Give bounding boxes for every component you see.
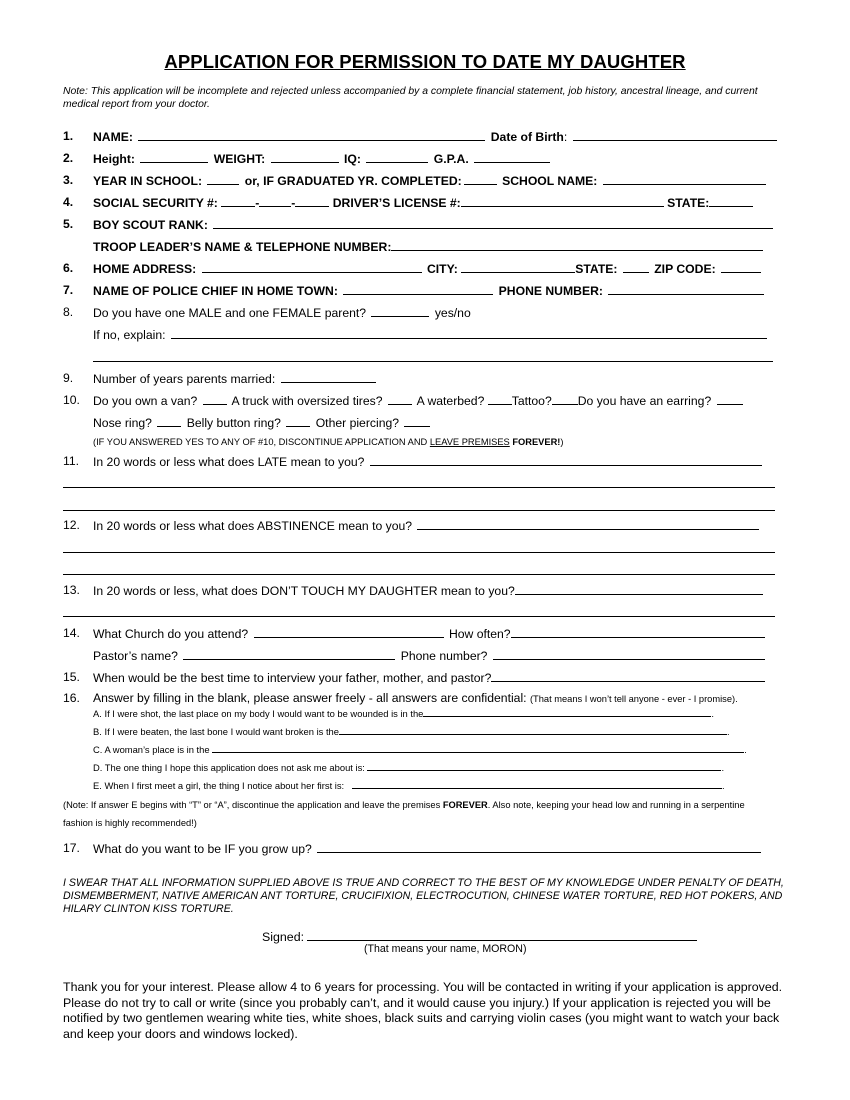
scout-rank-field[interactable] [213,216,773,229]
item-number: 3. [63,173,74,187]
item-11-row [63,453,783,469]
nose-ring-question: Nose ring? [93,416,152,430]
explain-field[interactable] [171,326,767,339]
item-number: 9. [63,371,74,385]
note-16-text: (Note: If answer E begins with “T” or “A”, discontinue the application and leave the premises [63,800,443,810]
item-16-a-text: A. If I were shot, the last place on my body I would want to be wounded is in the [93,708,424,719]
leave-premises-text: LEAVE PREMISES [429,437,510,447]
police-phone-label: PHONE NUMBER: [498,284,603,298]
height-field[interactable] [140,150,208,163]
note-16-text-end: . Also note, keeping your head low and running in a serpentine [487,800,745,810]
item-number: 13. [63,583,80,597]
item-4-row [63,194,783,210]
period: . [711,708,715,719]
note-16-line-2: fashion is highly recommended!) [63,818,197,828]
item-number: 17. [63,841,80,855]
state-label: STATE: [575,262,618,276]
other-piercing-question: Other piercing? [315,416,400,430]
grow-up-field[interactable] [317,840,761,853]
iq-field[interactable] [366,150,428,163]
item-16-c [93,742,783,756]
item-number: 7. [63,283,74,297]
item-number: 11. [63,454,80,468]
item-6-row [63,260,783,276]
ssn-dash: - [255,196,260,210]
page-title: APPLICATION FOR PERMISSION TO DATE MY DAUGHTER [164,51,686,72]
item-number: 6. [63,261,74,275]
late-question: In 20 words or less what does LATE mean to you? [93,455,365,469]
item-16-a-field[interactable] [423,706,711,717]
item-16-b [93,724,783,738]
late-answer-line-3[interactable] [63,510,775,511]
item-16-e-text: E. When I first meet a girl, the thing I notice about her first is: [93,780,345,791]
period: . [721,762,725,773]
abstinence-question: In 20 words or less what does ABSTINENCE mean to you? [93,519,413,533]
item-10-row [63,392,783,408]
city-field[interactable] [461,260,575,273]
truck-question: A truck with oversized tires? [231,394,383,408]
dont-touch-answer-line-2[interactable] [63,616,775,617]
pastor-name-question: Pastor’s name? [93,649,178,663]
item-16-c-text: C. A woman’s place is in the [93,744,210,755]
item-13-row [63,582,783,598]
signature-field[interactable] [307,928,697,941]
period: . [721,780,725,791]
abstinence-answer-line-3[interactable] [63,574,775,575]
item-14-row [63,625,783,641]
waterbed-field[interactable] [488,392,512,405]
year-in-school-field[interactable] [207,172,239,185]
how-often-question: How often? [448,627,511,641]
graduated-label: or, IF GRADUATED YR. COMPLETED: [244,174,462,188]
school-name-label: SCHOOL NAME: [502,174,598,188]
item-16-e-field[interactable] [352,778,722,789]
earring-question: Do you have an earring? [577,394,712,408]
item-16-intro-aside: (That means I won’t tell anyone - ever - I promise). [529,694,738,704]
grow-up-question: What do you want to be IF you grow up? [93,842,312,856]
police-phone-field[interactable] [608,282,764,295]
warning-end: ) [560,437,564,447]
graduated-field[interactable] [464,172,497,185]
item-number: 16. [63,691,80,705]
ssn-field-2[interactable] [259,194,291,207]
police-chief-label: NAME OF POLICE CHIEF IN HOME TOWN: [93,284,338,298]
item-17-row [63,840,783,856]
pastor-name-field[interactable] [183,647,395,660]
period: . [744,744,747,755]
height-label: Height: [93,152,135,166]
abstinence-answer-line-2[interactable] [63,552,775,553]
item-8-explain-row [63,326,783,342]
intro-note: Note: This application will be incomplete and rejected unless accompanied by a complete financial statement, job history, ancestral lineage, and current medical report from your doctor. [63,86,758,110]
forever-text: FOREVER! [512,437,561,447]
abstinence-answer-field[interactable] [417,517,759,530]
ssn-field-3[interactable] [295,194,329,207]
how-often-field[interactable] [511,625,765,638]
ssn-dash: - [291,196,296,210]
scout-rank-label: BOY SCOUT RANK: [93,218,208,232]
van-question: Do you own a van? [93,394,198,408]
oath-statement: I SWEAR THAT ALL INFORMATION SUPPLIED ABOVE IS TRUE AND CORRECT TO THE BEST OF MY KNOWLEDGE UNDER PENALTY OF DEATH, DISMEMBERMENT, NATIVE AMERICAN ANT TORTURE, CRUCIFIXION, ELECTROCUTION, CHINESE WATER TORTURE, RED HOT POKERS, AND HILARY CLINTON KISS TORTURE. [63,877,784,915]
years-married-question: Number of years parents married: [93,372,276,386]
item-5-troop-row [63,238,783,254]
weight-label: WEIGHT: [213,152,266,166]
explain-label: If no, explain: [93,328,166,342]
item-1-row: 1. NAME: Date of Birth: [63,128,783,144]
item-16-a [93,706,783,720]
item-2-row [63,150,783,166]
tattoo-question: Tattoo? [511,394,552,408]
dont-touch-answer-field[interactable] [515,582,763,595]
gpa-label: G.P.A. [433,152,469,166]
explain-field-line-2[interactable] [93,361,773,362]
waterbed-question: A waterbed? [416,394,485,408]
ssn-label: SOCIAL SECURITY #: [93,196,218,210]
item-3-row [63,172,783,188]
item-7-row [63,282,783,298]
license-state-field[interactable] [709,194,753,207]
note-16-forever: FOREVER [442,800,488,810]
closing-paragraph: Thank you for your interest. Please allow 4 to 6 years for processing. You will be contacted in writing if your application is approved. Please do not try to call or write (since you probably can’t, and it would cause you injury.) If your application is rejected you will be notified by two gentlemen wearing white ties, white shoes, black suits and carrying violin cases (you might want to watch your back and keep your doors and windows locked). [63,980,783,1041]
city-label: CITY: [426,262,458,276]
parents-question: Do you have one MALE and one FEMALE parent? [93,306,367,320]
item-number: 15. [63,670,80,684]
item-10-warning [63,434,783,450]
item-number: 5. [63,217,74,231]
item-16-note [63,796,745,832]
item-number: 2. [63,151,74,165]
name-field[interactable] [138,128,485,141]
tattoo-field[interactable] [552,392,578,405]
item-8-row [63,304,783,320]
license-state-label: STATE: [667,196,710,210]
nose-ring-field[interactable] [157,414,181,427]
item-15-row [63,669,783,685]
item-16-row [63,690,783,706]
item-16-d-field[interactable] [367,760,721,771]
home-address-label: HOME ADDRESS: [93,262,197,276]
earring-field[interactable] [717,392,743,405]
item-16-e [93,778,783,792]
pastor-phone-question: Phone number? [400,649,488,663]
item-16-d-text: D. The one thing I hope this application does not ask me about is: [93,762,365,773]
belly-ring-field[interactable] [286,414,310,427]
zip-label: ZIP CODE: [654,262,716,276]
dob-label: Date of Birth [490,130,564,144]
item-16-b-field[interactable] [339,724,727,735]
item-16-b-text: B. If I were beaten, the last bone I would want broken is the [93,726,339,737]
troop-leader-label: TROOP LEADER’S NAME & TELEPHONE NUMBER: [93,240,392,254]
parents-answer-field[interactable] [371,304,429,317]
home-address-field[interactable] [202,260,422,273]
yes-no-label: yes/no [434,306,471,320]
police-chief-field[interactable] [343,282,493,295]
item-number: 12. [63,518,80,532]
school-name-field[interactable] [603,172,766,185]
dont-touch-question: In 20 words or less, what does DON’T TOUCH MY DAUGHTER mean to you? [93,584,515,598]
year-in-school-label: YEAR IN SCHOOL: [93,174,203,188]
license-field[interactable] [461,194,664,207]
church-field[interactable] [254,625,444,638]
signed-label: Signed: [262,930,305,944]
item-number: 14. [63,626,80,640]
ssn-field-1[interactable] [221,194,255,207]
late-answer-line-2[interactable] [63,487,775,488]
item-10-piercing-row [63,414,783,430]
interview-question: When would be the best time to interview your father, mother, and pastor? [93,671,492,685]
period: . [726,726,730,737]
iq-label: IQ: [344,152,361,166]
item-5-row [63,216,783,232]
van-field[interactable] [203,392,227,405]
item-number: 10. [63,393,80,407]
state-field[interactable] [623,260,649,273]
pastor-phone-field[interactable] [493,647,765,660]
item-16-d [93,760,783,774]
late-answer-field[interactable] [370,453,762,466]
item-16-intro: Answer by filling in the blank, please answer freely - all answers are confidential: [93,691,527,705]
belly-ring-question: Belly button ring? [186,416,281,430]
dob-field[interactable] [573,128,777,141]
interview-field[interactable] [491,669,765,682]
item-number: 1. [63,129,74,143]
zip-field[interactable] [721,260,761,273]
item-14-pastor-row [63,647,783,663]
troop-leader-field[interactable] [391,238,763,251]
name-label: NAME: [93,130,133,144]
weight-field[interactable] [271,150,339,163]
gpa-field[interactable] [474,150,550,163]
signature-caption: (That means your name, MORON) [364,943,527,955]
other-piercing-field[interactable] [404,414,430,427]
item-number: 4. [63,195,74,209]
church-question: What Church do you attend? [93,627,249,641]
item-16-c-field[interactable] [212,742,744,753]
item-9-row [63,370,783,386]
warning-text: (IF YOU ANSWERED YES TO ANY OF #10, DISCONTINUE APPLICATION AND [93,437,430,447]
item-12-row [63,517,783,533]
years-married-field[interactable] [281,370,376,383]
item-number: 8. [63,305,74,319]
truck-field[interactable] [388,392,412,405]
license-label: DRIVER’S LICENSE #: [332,196,461,210]
